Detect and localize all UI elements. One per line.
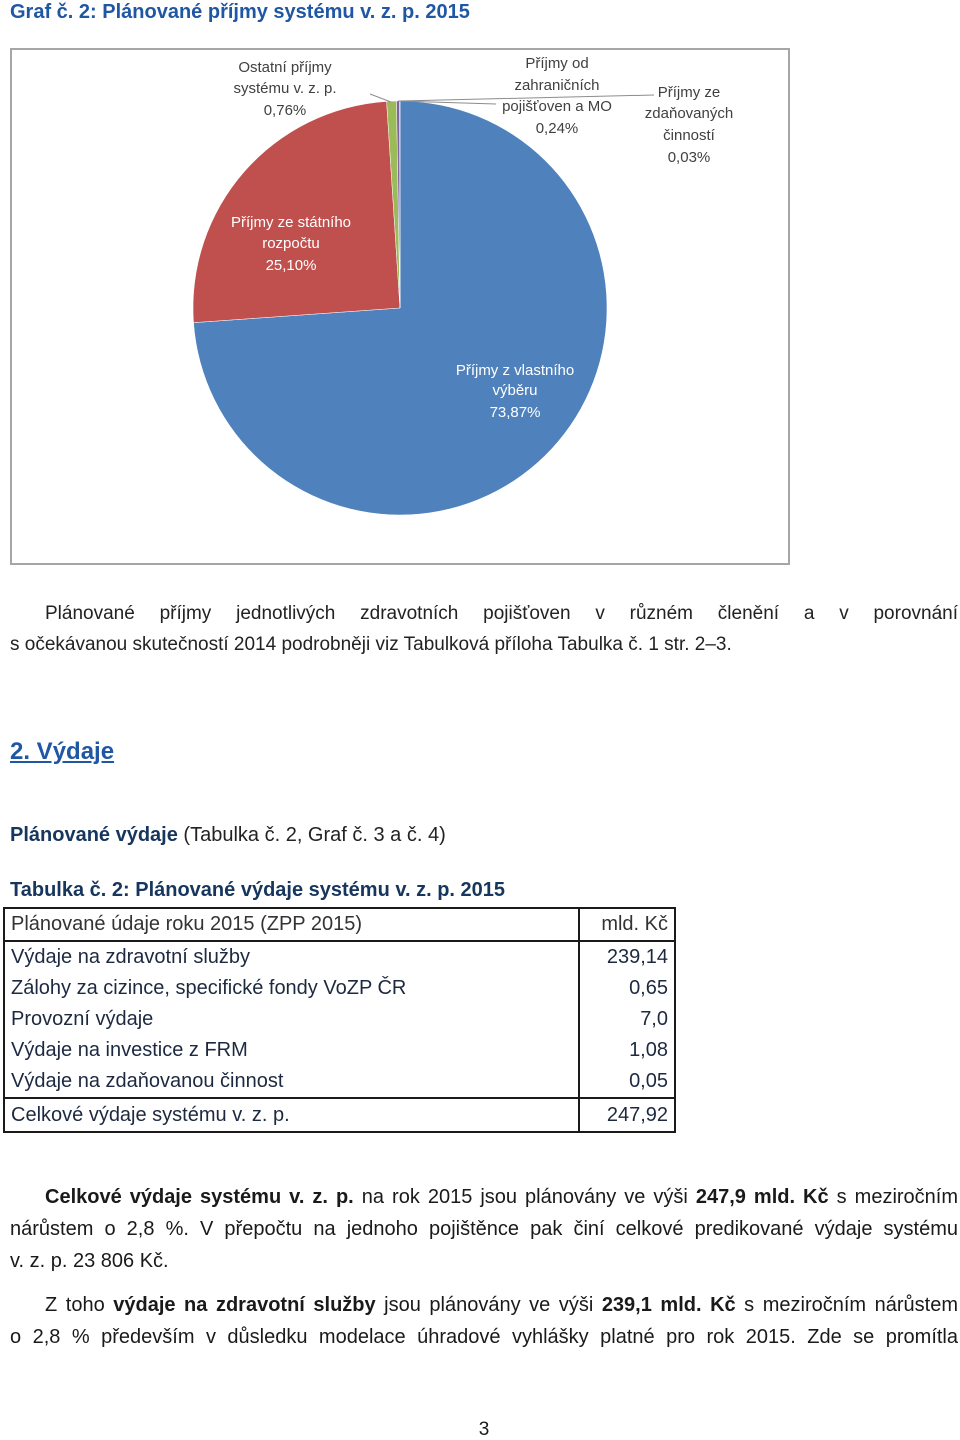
subheading-bold: Plánované výdaje: [10, 824, 178, 846]
table-row-value: 1,08: [629, 1039, 668, 1061]
slice-label-other-income: [233, 59, 336, 119]
table-total-row: [4, 1098, 675, 1132]
table-row-label: Výdaje na investice z FRM: [4, 1035, 579, 1066]
slice-label-line: Příjmy z vlastního: [455, 362, 575, 379]
text-run: Z toho: [45, 1294, 114, 1316]
slice-value-label: 0,76%: [263, 102, 307, 119]
total-expenses-paragraph: [10, 1181, 958, 1277]
slice-label-line: zahraničních: [514, 77, 600, 94]
paragraph-line: [10, 1181, 958, 1213]
pie-chart: [10, 48, 790, 565]
table-row: [4, 941, 675, 973]
text-run: nárůstem o 2,8 %. V přepočtu na jednoho pojištěnce pak činí celkové predikované výdaje systému: [10, 1218, 958, 1240]
table-row: [4, 973, 675, 1004]
text-run: s meziročním: [828, 1186, 959, 1208]
slice-value-label: 0,24%: [535, 120, 579, 137]
slice-label-line: rozpočtu: [262, 235, 320, 252]
table-title: Tabulka č. 2: Plánované výdaje systému v. z. p. 2015: [10, 879, 506, 901]
paragraph-line: [10, 1213, 958, 1245]
pie-slices: [193, 101, 607, 515]
table-row-value: 7,0: [640, 1008, 668, 1030]
slice-label-line: Ostatní příjmy: [238, 59, 332, 76]
pie-slice-2: [193, 101, 400, 322]
slice-value-label: 0,03%: [667, 149, 711, 166]
table-total-label: Celkové výdaje systému v. z. p.: [4, 1098, 579, 1132]
text-run: s meziročním nárůstem: [735, 1294, 958, 1316]
table-row: [4, 1066, 675, 1098]
paragraph-line: [10, 1289, 958, 1321]
page-number: 3: [478, 1419, 490, 1440]
text-run: jsou plánovány ve výši: [375, 1294, 602, 1316]
slice-value-label: 25,10%: [265, 257, 317, 274]
health-services-paragraph: [10, 1289, 958, 1353]
pie-chart-frame: [10, 48, 790, 565]
table-row-label: Výdaje na zdaňovanou činnost: [4, 1066, 579, 1098]
table-row: [4, 1035, 675, 1066]
paragraph-line: s očekávanou skutečností 2014 podrobněji viz Tabulková příloha Tabulka č. 1 str. 2–3.: [10, 634, 732, 655]
slice-label-line: činností: [663, 127, 715, 144]
section-subheading: [10, 820, 446, 850]
table-row-value: 0,65: [629, 977, 668, 999]
paragraph-line: [10, 1321, 958, 1353]
slice-value-label: 73,87%: [489, 404, 541, 421]
text-run: na rok 2015 jsou plánovány ve výši: [353, 1186, 696, 1208]
slice-label-line: Příjmy ze státního: [230, 214, 352, 231]
bold-run: výdaje na zdravotní služby: [113, 1294, 376, 1316]
slice-label-line: Příjmy od: [525, 55, 589, 72]
table-header-row: [4, 908, 675, 941]
table-row-label: Provozní výdaje: [4, 1004, 579, 1035]
subheading-reference: (Tabulka č. 2, Graf č. 3 a č. 4): [177, 824, 446, 846]
table-row-value: 239,14: [606, 946, 668, 968]
slice-label-line: systému v. z. p.: [233, 80, 337, 97]
text-run: v. z. p. 23 806 Kč.: [10, 1250, 169, 1272]
table-header-unit: mld. Kč: [579, 908, 675, 941]
table-row-value: 0,05: [629, 1070, 668, 1092]
table-total-value: 247,92: [579, 1098, 675, 1132]
bold-run: 247,9 mld. Kč: [695, 1186, 829, 1208]
text-run: o 2,8 % především v důsledku modelace úhradové vyhlášky platné pro rok 2015. Zde se promítla: [10, 1326, 958, 1348]
section-heading: 2. Výdaje: [10, 738, 115, 765]
paragraph-line: Plánované příjmy jednotlivých zdravotních pojišťoven v různém členění a v porovnání: [45, 603, 958, 624]
slice-label-line: Příjmy ze: [657, 84, 721, 101]
paragraph-line: [10, 1245, 958, 1277]
table-row-label: Zálohy za cizince, specifické fondy VoZP ČR: [4, 973, 579, 1004]
intro-paragraph: [10, 598, 958, 660]
table-row-label: Výdaje na zdravotní služby: [4, 941, 579, 973]
slice-label-taxable-activities: [645, 84, 733, 166]
table-header-label: Plánované údaje roku 2015 (ZPP 2015): [4, 908, 579, 941]
slice-label-line: pojišťoven a MO: [502, 98, 612, 115]
table-row: [4, 1004, 675, 1035]
slice-label-line: výběru: [492, 382, 538, 399]
expenses-table: [3, 907, 676, 1133]
bold-run: Celkové výdaje systému v. z. p.: [45, 1186, 354, 1208]
bold-run: 239,1 mld. Kč: [601, 1294, 736, 1316]
chart-title: Graf č. 2: Plánované příjmy systému v. z. p. 2015: [10, 1, 470, 23]
leader-line-other-income: [370, 94, 391, 102]
slice-label-line: zdaňovaných: [644, 105, 734, 122]
